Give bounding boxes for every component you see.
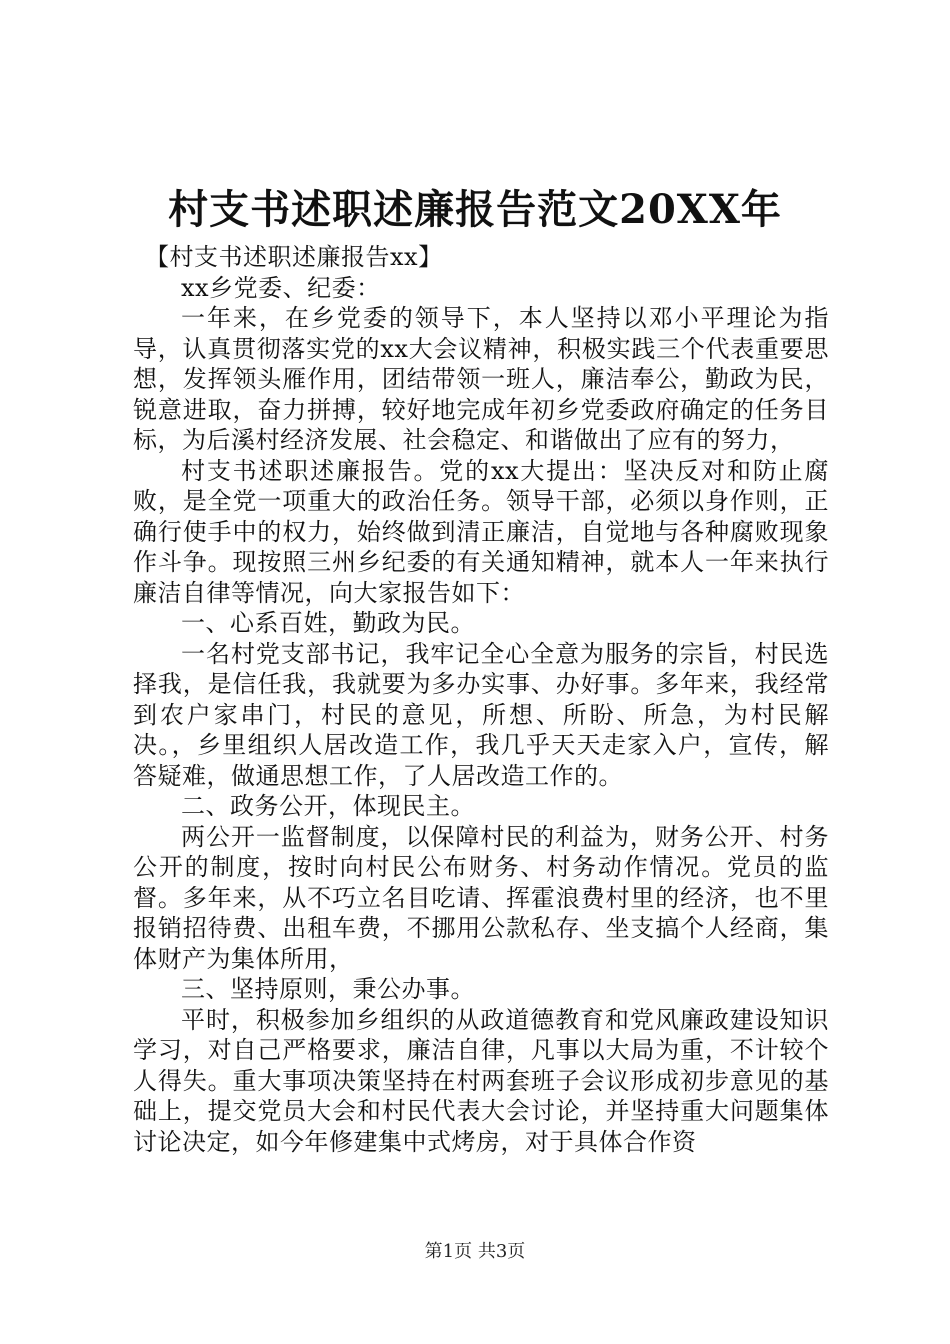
section-heading-1: 一、心系百姓，勤政为民。 bbox=[181, 609, 475, 637]
paragraph-subtitle: 【村支书述职述廉报告xx】 bbox=[145, 243, 443, 271]
section-heading-2: 二、政务公开，体现民主。 bbox=[181, 792, 475, 820]
paragraph-section-2: 两公开一监督制度，以保障村民的利益为，财务公开、村务公开的制度，按时向村民公布财务、村务动作情况。党员的监督。多年来，从不巧立名目吃请、挥霍浪费村里的经济，也不里报销招待费、出租车费，不挪用公款私存、坐支搞个人经商，集体财产为集体所用， bbox=[133, 822, 829, 973]
section-heading-3: 三、坚持原则，秉公办事。 bbox=[181, 975, 475, 1003]
document-title: 村支书述职述廉报告范文20XX年 bbox=[168, 186, 782, 233]
paragraph-section-1: 一名村党支部书记，我牢记全心全意为服务的宗旨，村民选择我，是信任我，我就要为多办实事、办好事。多年来，我经常到农户家串门，村民的意见，所想、所盼、所急，为村民解决。，乡里组织人居改造工作，我几乎天天走家入户，宣传，解答疑难，做通思想工作，了人居改造工作的。 bbox=[133, 639, 829, 790]
page-footer: 第1页 共3页 bbox=[424, 1241, 526, 1262]
paragraph-report-purpose: 村支书述职述廉报告。党的xx大提出：坚决反对和防止腐败，是全党一项重大的政治任务。领导干部，必须以身作则，正确行使手中的权力，始终做到清正廉洁，自觉地与各种腐败现象作斗争。现按照三州乡纪委的有关通知精神，就本人一年来执行廉洁自律等情况，向大家报告如下： bbox=[133, 456, 829, 607]
paragraph-section-3: 平时，积极参加乡组织的从政道德教育和党风廉政建设知识学习，对自己严格要求，廉洁自律，凡事以大局为重，不计较个人得失。重大事项决策坚持在村两套班子会议形成初步意见的基础上，提交党员大会和村民代表大会讨论，并坚持重大问题集体讨论决定，如今年修建集中式烤房，对于具体合作资 bbox=[133, 1005, 829, 1156]
paragraph-intro: 一年来，在乡党委的领导下，本人坚持以邓小平理论为指导，认真贯彻落实党的xx大会议精神，积极实践三个代表重要思想，发挥领头雁作用，团结带领一班人，廉洁奉公，勤政为民，锐意进取，奋力拼搏，较好地完成年初乡党委政府确定的任务目标，为后溪村经济发展、社会稳定、和谐做出了应有的努力， bbox=[133, 304, 829, 454]
document-body bbox=[133, 242, 829, 1157]
paragraph-salutation: xx乡党委、纪委： bbox=[181, 273, 381, 302]
